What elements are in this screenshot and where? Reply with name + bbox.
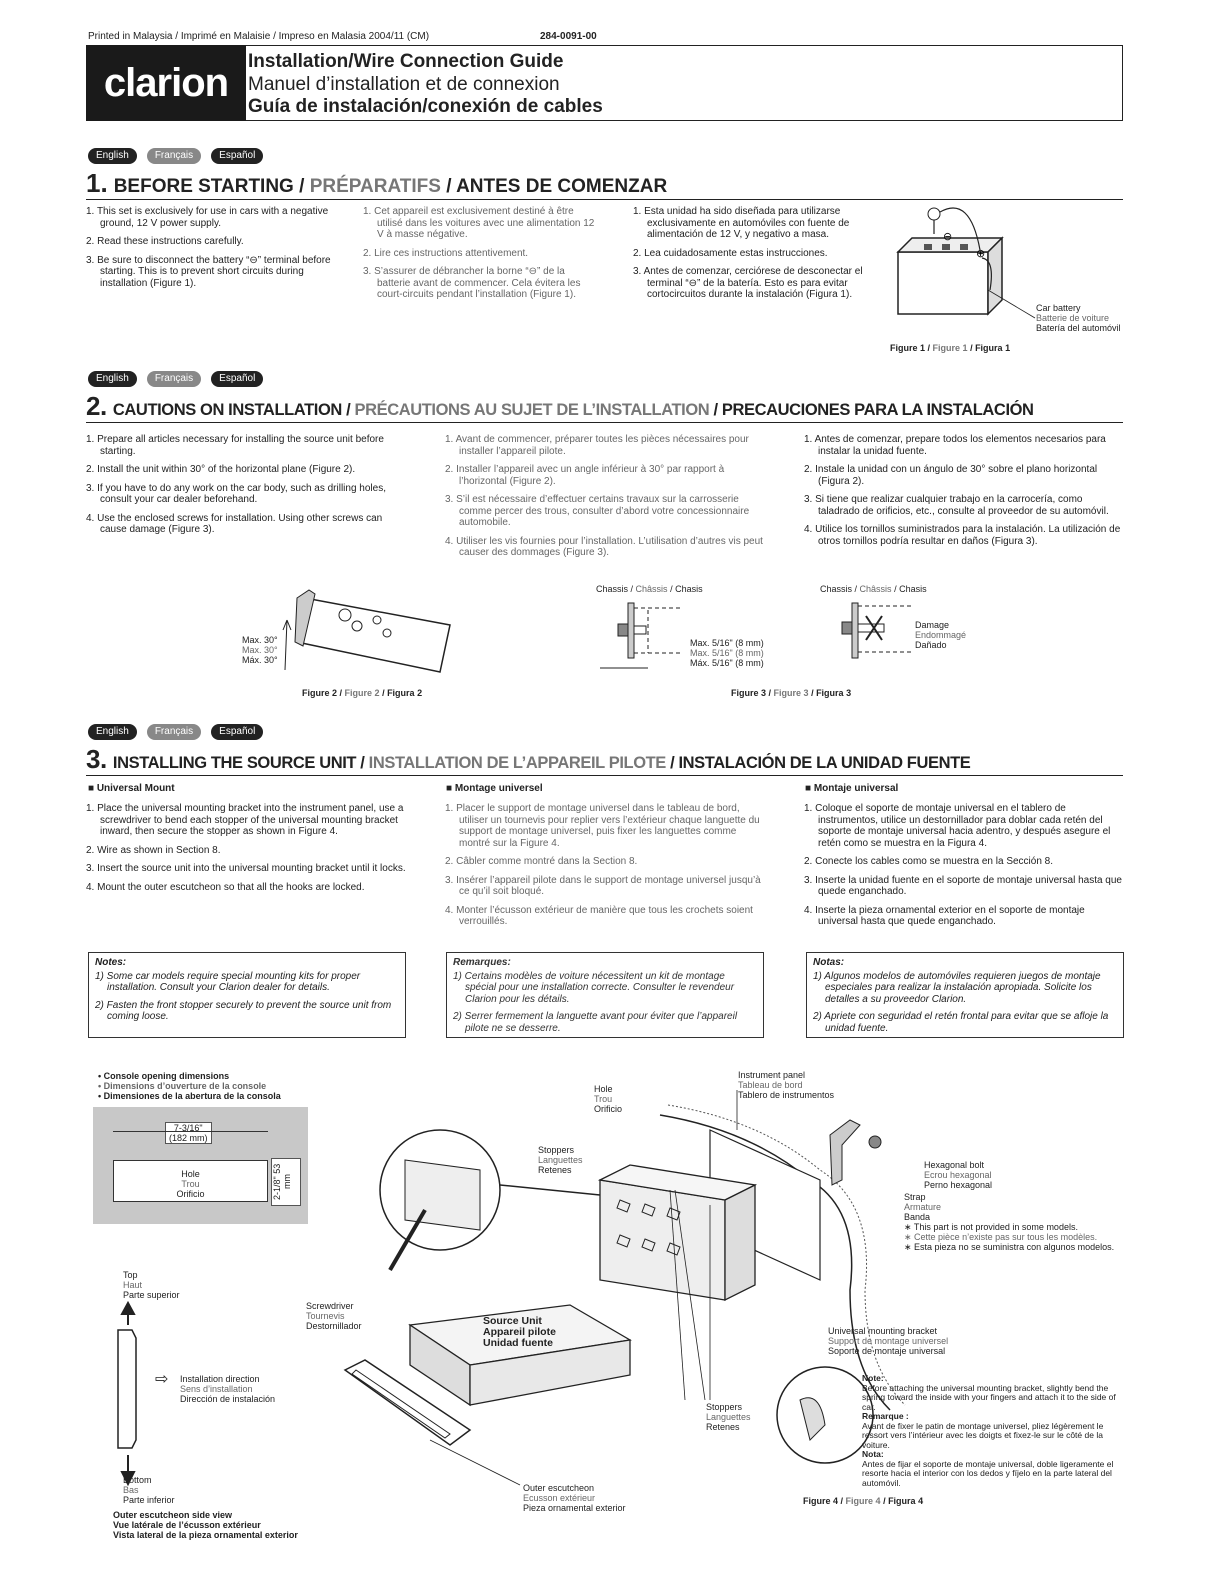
note-item: 1) Algunos modelos de automóviles requieren juegos de montaje especiales para realizar la instalación apropiada. Solicite los detalles a su proveedor Clarion. xyxy=(813,970,1101,1005)
label-fr: Ecusson extérieur xyxy=(523,1493,596,1503)
s2-english xyxy=(86,434,411,543)
angle-label xyxy=(242,635,278,665)
list-item: 1. Cet appareil est exclusivement destiné à être utilisé dans les voitures avec une alimentation 12 V à masse négative. xyxy=(363,206,595,240)
list-item: 3. If you have to do any work on the car body, such as drilling holes, consult your car dealer beforehand. xyxy=(86,482,386,505)
source-unit-label xyxy=(483,1316,556,1349)
caption-es: / Figura 1 xyxy=(970,343,1011,353)
label-fr: Sens d’installation xyxy=(180,1384,253,1394)
caption-fr: Figure 1 xyxy=(932,343,968,353)
notes-heading: Remarques: xyxy=(453,957,511,968)
label-en: Hole xyxy=(594,1084,613,1094)
list-item: 1. Placer le support de montage universel dans le tableau de bord, utiliser un tournevis pour replier vers l’extérieur chaque languette du support de montage universel, puis fixer les languettes comme montré sur la Figure 4. xyxy=(445,803,760,849)
section-1-heading xyxy=(86,168,1123,200)
list-item: 2. Câbler comme montré dans la Section 8. xyxy=(445,856,638,867)
heading-es: / PRECAUCIONES PARA LA INSTALACIÓN xyxy=(713,401,1034,419)
note-text-fr: Avant de fixer le patin de montage universel, pliez légèrement le ressort vers l’intérieur avec les doigts et fixez-le sur le côté de la voiture. xyxy=(862,1420,1104,1450)
height-inches: 2-1/8" xyxy=(272,1176,282,1201)
chassis-label-2 xyxy=(820,584,927,594)
label-es: Vista lateral de la pieza ornamental exterior xyxy=(113,1530,298,1540)
figure-2-caption xyxy=(302,688,422,698)
list-item: 4. Monter l’écusson extérieur de manière que tous les crochets soient verrouillés. xyxy=(445,904,753,927)
note-heading-fr: Remarque : xyxy=(862,1411,909,1421)
list-item: 4. Utilice los tornillos suministrados para la instalación. La utilización de otros tornillos podría resultar en daños (Figura 3). xyxy=(804,524,1121,547)
label-fr: Trou xyxy=(594,1094,613,1104)
damage-label xyxy=(915,620,966,650)
list-item: 3. Antes de comenzar, cerciórese de desconectar el terminal “⊖” de la batería. Esto es para evitar cortocircuitos durante la instalación (Figura 1). xyxy=(633,266,863,300)
list-item: 3. S’assurer de débrancher la borne “⊖” de la batterie avant de commencer. Cela évitera les court-circuits pendant l’installation (Figure 1). xyxy=(363,266,581,300)
caption-en: Figure 2 / xyxy=(302,688,343,698)
list-item: 3. Si tiene que realizar cualquier trabajo en la carrocería, como taladrado de orificios, etc., consulte al proveedor de su automóvil. xyxy=(804,494,1109,517)
caption-es: / Figura 3 xyxy=(811,688,852,698)
list-item: 1. Esta unidad ha sido diseñada para utilizarse exclusivamente en automóviles con fuente de alimentación de 12 V, y negativo a masa. xyxy=(633,206,850,240)
tab-francais: Français xyxy=(147,371,201,387)
tab-english: English xyxy=(88,148,137,164)
document-number: 284-0091-00 xyxy=(540,31,597,42)
list-item: 1. Place the universal mounting bracket into the instrument panel, use a screwdriver to bend each stopper of the universal mounting bracket inward, then secure the stopper as shown in Figure 4. xyxy=(86,803,404,837)
tab-english: English xyxy=(88,371,137,387)
language-tabs-1 xyxy=(88,148,263,164)
list-item: 1. Prepare all articles necessary for installing the source unit before starting. xyxy=(86,434,384,457)
chassis-label-1 xyxy=(596,584,703,594)
stoppers-callout-bottom xyxy=(706,1402,751,1432)
list-item: 4. Mount the outer escutcheon so that all the hooks are locked. xyxy=(86,881,365,893)
list-item: 2. Instale la unidad con un ángulo de 30° sobre el plano horizontal (Figura 2). xyxy=(804,464,1098,487)
title-en: Installation/Wire Connection Guide xyxy=(248,51,564,72)
s2-french xyxy=(445,434,765,566)
label-en: Hole xyxy=(181,1169,200,1179)
heading-en: CAUTIONS ON INSTALLATION / xyxy=(112,401,351,419)
label-es: Parte superior xyxy=(123,1290,180,1300)
subheading-fr: ■ Montage universel xyxy=(446,783,543,794)
heading-en: INSTALLING THE SOURCE UNIT / xyxy=(112,754,365,772)
language-tabs-2 xyxy=(88,371,263,387)
escutcheon-callout xyxy=(523,1483,626,1513)
label-en: Stoppers xyxy=(538,1145,575,1155)
label-en: Max. 5/16" (8 mm) xyxy=(690,638,764,648)
label-es: / Chasis xyxy=(670,584,703,594)
list-item: 3. Insérer l’appareil pilote dans le support de montage universel jusqu’à ce qu’il soit bloqué. xyxy=(445,874,761,897)
label-fr: Endommagé xyxy=(915,630,967,640)
heading-fr: PRÉCAUTIONS AU SUJET DE L’INSTALLATION xyxy=(354,401,710,419)
hexagonal-bolt-callout xyxy=(924,1160,992,1190)
label-es: Banda xyxy=(904,1212,931,1222)
label-es: Dañado xyxy=(915,640,947,650)
notes-box-en xyxy=(88,952,406,1038)
caption-es: / Figura 2 xyxy=(382,688,423,698)
note-item: 2) Fasten the front stopper securely to prevent the source unit from coming loose. xyxy=(95,999,392,1022)
s1-spanish xyxy=(633,206,868,308)
label-fr: Languettes xyxy=(538,1155,583,1165)
label-es: Tablero de instrumentos xyxy=(738,1090,835,1100)
figure-3-caption xyxy=(731,688,851,698)
label-en: Outer escutcheon side view xyxy=(113,1510,233,1520)
subheading-es: ■ Montaje universal xyxy=(805,783,899,794)
heading-fr: PRÉPARATIFS xyxy=(309,176,441,197)
figure-1-caption xyxy=(890,343,1010,353)
label-fr: Support de montage universel xyxy=(828,1336,949,1346)
label-es: Orificio xyxy=(594,1104,623,1114)
label-en: Strap xyxy=(904,1192,926,1202)
caption-en: Figure 4 / xyxy=(803,1496,844,1506)
s1-french xyxy=(363,206,598,308)
label-en: Bottom xyxy=(123,1475,152,1485)
label-es: Perno hexagonal xyxy=(924,1180,993,1190)
notes-box-es xyxy=(806,952,1124,1038)
s3-spanish xyxy=(804,803,1126,935)
tab-english: English xyxy=(88,724,137,740)
heading-es: / INSTALACIÓN DE LA UNIDAD FUENTE xyxy=(670,754,971,772)
not-provided-es: ∗ Esta pieza no se suministra con algunos modelos. xyxy=(904,1242,1115,1252)
list-item: 2. Read these instructions carefully. xyxy=(86,236,244,247)
section-2-heading xyxy=(86,391,1123,423)
list-item: 1. Avant de commencer, préparer toutes les pièces nécessaires pour installer l’appareil pilote. xyxy=(445,434,749,457)
note-item: 1) Certains modèles de voiture nécessitent un kit de montage spécial pour une installation correcte. Consulter le revendeur Clarion pour les détails. xyxy=(453,970,735,1005)
list-item: 4. Inserte la pieza ornamental exterior en el soporte de montaje universal hasta que quede enganchado. xyxy=(804,904,1085,927)
label-en: Outer escutcheon xyxy=(523,1483,595,1493)
svg-text:⊖: ⊖ xyxy=(943,230,953,243)
tab-francais: Français xyxy=(147,724,201,740)
label-fr: Bas xyxy=(123,1485,139,1495)
list-item: 2. Wire as shown in Section 8. xyxy=(86,844,221,856)
label-es: Retenes xyxy=(538,1165,572,1175)
list-item: 3. Be sure to disconnect the battery “⊖” terminal before starting. This is to prevent short circuits during installation (Figure 1). xyxy=(86,254,331,289)
notes-heading: Notes: xyxy=(95,957,127,968)
subheading-en: ■ Universal Mount xyxy=(88,783,175,794)
caption-fr: Figure 2 xyxy=(344,688,380,698)
label-fr: Châssis xyxy=(859,584,892,594)
bracket-callout xyxy=(828,1326,948,1356)
label-en: Hexagonal bolt xyxy=(924,1160,985,1170)
note-item: 2) Apriete con seguridad el retén frontal para evitar que se afloje la unidad fuente. xyxy=(813,1011,1109,1034)
note-heading-en: Note: xyxy=(862,1373,884,1383)
label-es: Pieza ornamental exterior xyxy=(523,1503,626,1513)
width-line xyxy=(113,1131,268,1132)
label-es: Unidad fuente xyxy=(483,1337,553,1349)
instrument-panel-callout xyxy=(738,1070,834,1100)
screw-damage-illustration xyxy=(838,598,918,662)
title-es: Guía de instalación/conexión de cables xyxy=(248,96,603,117)
screw-length-label xyxy=(690,638,764,668)
side-view-label xyxy=(113,1510,298,1540)
unit-angle-illustration xyxy=(275,580,465,680)
label-fr: Trou xyxy=(181,1179,200,1189)
caption-en: Figure 1 / xyxy=(890,343,931,353)
language-tabs-3 xyxy=(88,724,263,740)
note-text-en: Before attaching the universal mounting bracket, slightly bend the spring toward the inside with your fingers and attach it to the side of car. xyxy=(862,1382,1116,1412)
label-fr: Armature xyxy=(904,1202,942,1212)
label-es: Máx. 30° xyxy=(242,655,278,665)
s1-english xyxy=(86,206,331,296)
tab-espanol: Español xyxy=(211,148,263,164)
label-es: Destornillador xyxy=(306,1321,362,1331)
subheading-text: Universal Mount xyxy=(96,783,175,794)
label-fr: • Dimensions d’ouverture de la console xyxy=(98,1081,267,1091)
list-item: 3. S’il est nécessaire d’effectuer certains travaux sur la carrosserie comme percer des trous, consulter d’abord votre concessionnaire automobile. xyxy=(445,494,750,528)
label-en: Top xyxy=(123,1270,138,1280)
caption-es: / Figura 4 xyxy=(883,1496,924,1506)
list-item: 2. Installer l’appareil avec un angle inférieur à 30° par rapport à l’horizontal (Figure 2). xyxy=(445,464,725,487)
list-item: 4. Utiliser les vis fournies pour l’installation. L’utilisation d’autres vis peut causer des dommages (Figure 3). xyxy=(445,535,763,558)
car-battery-illustration xyxy=(890,200,1040,330)
section-3-heading xyxy=(86,744,1123,776)
list-item: 4. Use the enclosed screws for installation. Using other screws can cause damage (Figure 3). xyxy=(86,512,383,535)
installation-direction-label xyxy=(180,1374,275,1404)
svg-text:⊕: ⊕ xyxy=(976,247,986,260)
width-dimension xyxy=(165,1122,212,1144)
tab-espanol: Español xyxy=(211,724,263,740)
label-es: Máx. 5/16" (8 mm) xyxy=(690,658,764,668)
label-en: Chassis / xyxy=(596,584,634,594)
label-fr: Batterie de voiture xyxy=(1036,313,1110,323)
label-es: Dirección de instalación xyxy=(180,1394,276,1404)
not-provided-en: ∗ This part is not provided in some models. xyxy=(904,1222,1078,1232)
note-item: 1) Some car models require special mounting kits for proper installation. Consult your Clarion dealer for details. xyxy=(95,970,361,993)
list-item: 3. Insert the source unit into the universal mounting bracket until it locks. xyxy=(86,863,406,874)
label-fr: Ecrou hexagonal xyxy=(924,1170,992,1180)
label-en: Source Unit xyxy=(483,1315,542,1327)
label-en: Damage xyxy=(915,620,950,630)
list-item: 3. Inserte la unidad fuente en el soporte de montaje universal hasta que quede enganchado. xyxy=(804,874,1122,897)
list-item: 1. Coloque el soporte de montaje universal en el tablero de instrumentos, utilice un destornillador para doblar cada retén del soporte de montaje universal hacia adentro, y después asegure el retén como se muestra en la Figura 4. xyxy=(804,803,1111,849)
screw-ok-illustration xyxy=(598,598,688,678)
tab-francais: Français xyxy=(147,148,201,164)
height-dimension xyxy=(271,1158,301,1206)
subheading-text: Montaje universal xyxy=(813,783,899,794)
notes-box-fr xyxy=(446,952,764,1038)
list-item: 1. This set is exclusively for use in cars with a negative ground, 12 V power supply. xyxy=(86,206,329,229)
label-fr: Languettes xyxy=(706,1412,751,1422)
heading-en: BEFORE STARTING / xyxy=(113,176,305,197)
bottom-label xyxy=(123,1475,175,1505)
label-en: Car battery xyxy=(1036,303,1081,313)
figure-4-caption xyxy=(803,1496,923,1506)
strap-callout xyxy=(904,1192,1114,1252)
console-dimensions-label xyxy=(98,1071,281,1101)
label-es: / Chasis xyxy=(894,584,927,594)
caption-en: Figure 3 / xyxy=(731,688,772,698)
hole-callout xyxy=(594,1084,622,1114)
label-fr: Châssis xyxy=(635,584,668,594)
label-es: • Dimensiones de la abertura de la consola xyxy=(98,1091,281,1101)
screwdriver-callout xyxy=(306,1301,362,1331)
label-en: Screwdriver xyxy=(306,1301,354,1311)
label-fr: Appareil pilote xyxy=(483,1326,556,1338)
label-fr: Max. 5/16" (8 mm) xyxy=(690,648,764,658)
note-text-es: Antes de fijar el soporte de montaje universal, doble ligeramente el resorte hacia el interior con los dedos y fíjelo en la parte lateral del automóvil. xyxy=(862,1458,1114,1488)
hole-rectangle xyxy=(113,1160,268,1202)
width-inches: 7-3/16" xyxy=(173,1123,203,1133)
s3-french xyxy=(445,803,767,935)
notes-heading: Notas: xyxy=(813,957,845,968)
section-number: 3. xyxy=(86,744,107,774)
list-item: 2. Install the unit within 30° of the horizontal plane (Figure 2). xyxy=(86,464,356,475)
print-info: Printed in Malaysia / Imprimé en Malaisie / Impreso en Malasia 2004/11 (CM) xyxy=(88,31,430,42)
label-en: • Console opening dimensions xyxy=(98,1071,230,1081)
list-item: 2. Conecte los cables como se muestra en la Sección 8. xyxy=(804,856,1054,867)
label-en: Installation direction xyxy=(180,1374,260,1384)
s3-english xyxy=(86,803,408,900)
caption-fr: Figure 3 xyxy=(773,688,809,698)
label-fr: Tableau de bord xyxy=(738,1080,803,1090)
width-mm: (182 mm) xyxy=(169,1133,208,1143)
tab-espanol: Español xyxy=(211,371,263,387)
label-es: Soporte de montaje universal xyxy=(828,1346,946,1356)
label-fr: Max. 30° xyxy=(242,645,278,655)
direction-arrow-icon: ⇨ xyxy=(155,1371,169,1388)
not-provided-fr: ∗ Cette pièce n’existe pas sur tous les modèles. xyxy=(904,1232,1098,1242)
subheading-text: Montage universel xyxy=(454,783,543,794)
label-es: Retenes xyxy=(706,1422,740,1432)
label-en: Universal mounting bracket xyxy=(828,1326,938,1336)
label-fr: Haut xyxy=(123,1280,143,1290)
heading-es: / ANTES DE COMENZAR xyxy=(446,176,668,197)
battery-label xyxy=(1036,303,1121,333)
bracket-note xyxy=(862,1374,1127,1488)
top-label xyxy=(123,1270,180,1300)
title-fr: Manuel d’installation et de connexion xyxy=(248,74,560,95)
label-en: Stoppers xyxy=(706,1402,743,1412)
caption-fr: Figure 4 xyxy=(845,1496,881,1506)
list-item: 2. Lire ces instructions attentivement. xyxy=(363,247,529,259)
height-mm: 53 mm xyxy=(272,1163,292,1190)
label-fr: Tournevis xyxy=(306,1311,345,1321)
note-item: 2) Serrer fermement la languette avant pour éviter que l’appareil pilote ne se desserre. xyxy=(453,1011,738,1034)
section-number: 2. xyxy=(86,391,107,421)
list-item: 1. Antes de comenzar, prepare todos los elementos necesarios para instalar la unidad fuente. xyxy=(804,434,1106,457)
label-es: Parte inferior xyxy=(123,1495,175,1505)
note-heading-es: Nota: xyxy=(862,1449,884,1459)
heading-fr: INSTALLATION DE L’APPAREIL PILOTE xyxy=(368,754,666,772)
stoppers-callout-top xyxy=(538,1145,583,1175)
label-es: Batería del automóvil xyxy=(1036,323,1121,333)
list-item: 2. Lea cuidadosamente estas instrucciones. xyxy=(633,247,828,259)
label-en: Instrument panel xyxy=(738,1070,806,1080)
section-number: 1. xyxy=(86,168,108,198)
label-es: Orificio xyxy=(176,1189,205,1199)
label-en: Chassis / xyxy=(820,584,858,594)
clarion-logo: clarion xyxy=(86,45,246,121)
label-fr: Vue latérale de l’écusson extérieur xyxy=(113,1520,261,1530)
label-en: Max. 30° xyxy=(242,635,278,645)
s2-spanish xyxy=(804,434,1126,554)
